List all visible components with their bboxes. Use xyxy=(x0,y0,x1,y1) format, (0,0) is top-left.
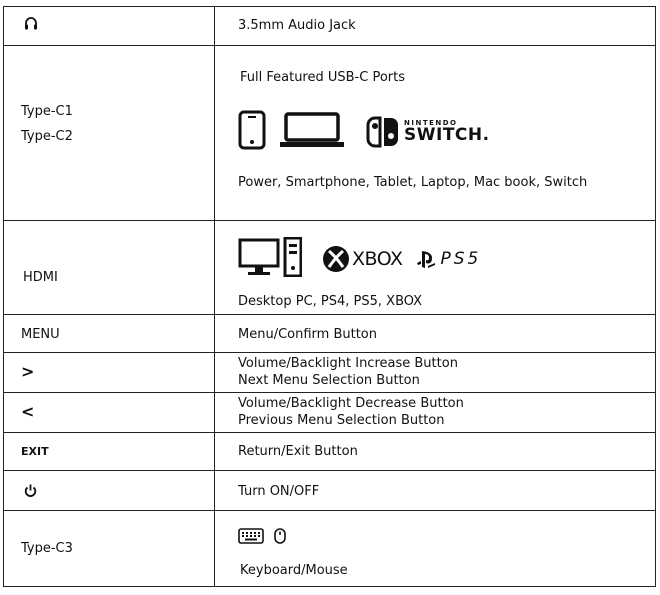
increase-desc-line2: Next Menu Selection Button xyxy=(238,373,420,388)
switch-logo-line2: SWITCH. xyxy=(404,125,490,145)
ps5-text: PS5 xyxy=(440,249,482,269)
usbc-device-icons xyxy=(238,112,490,152)
power-icon xyxy=(24,484,37,502)
mouse-icon xyxy=(274,528,286,548)
decrease-desc-line2: Previous Menu Selection Button xyxy=(238,413,445,428)
nintendo-switch-logo xyxy=(366,115,490,149)
table-row xyxy=(4,353,655,393)
table-row xyxy=(4,315,655,353)
table-row xyxy=(4,433,655,471)
laptop-icon xyxy=(280,112,344,152)
table-row xyxy=(4,7,655,46)
type-c3-desc: Keyboard/Mouse xyxy=(240,563,348,578)
port-type-c3: Type-C3 xyxy=(21,541,73,556)
exit-desc: Return/Exit Button xyxy=(238,444,358,459)
port-type-c2: Type-C2 xyxy=(21,129,73,144)
increase-button-symbol: > xyxy=(21,362,35,381)
type-c3-device-icons xyxy=(238,528,286,548)
port-hdmi: HDMI xyxy=(23,270,58,285)
table-row xyxy=(4,511,655,586)
table-row xyxy=(4,393,655,433)
audio-jack-desc: 3.5mm Audio Jack xyxy=(238,18,356,33)
power-desc: Turn ON/OFF xyxy=(238,484,320,499)
table-row xyxy=(4,221,655,315)
usbc-title: Full Featured USB-C Ports xyxy=(240,70,406,85)
ps5-logo xyxy=(416,249,481,269)
xbox-text: XBOX xyxy=(352,248,403,270)
menu-desc: Menu/Confirm Button xyxy=(238,327,377,342)
xbox-logo xyxy=(322,245,402,273)
keyboard-icon xyxy=(238,528,264,548)
desktop-pc-icon xyxy=(238,237,302,281)
table-row xyxy=(4,471,655,511)
table-row xyxy=(4,46,655,221)
switch-logo-line1: NINTENDO xyxy=(404,119,458,127)
port-type-c1: Type-C1 xyxy=(21,104,73,119)
decrease-button-symbol: < xyxy=(21,402,35,421)
port-exit: EXIT xyxy=(21,445,49,458)
usbc-desc: Power, Smartphone, Tablet, Laptop, Mac book, Switch xyxy=(238,175,587,190)
hdmi-device-icons xyxy=(238,238,481,280)
decrease-desc-line1: Volume/Backlight Decrease Button xyxy=(238,396,464,411)
smartphone-icon xyxy=(238,110,266,154)
headphones-icon xyxy=(24,17,38,35)
port-menu: MENU xyxy=(21,327,60,342)
ports-table xyxy=(3,6,656,587)
increase-desc-line1: Volume/Backlight Increase Button xyxy=(238,356,458,371)
hdmi-desc: Desktop PC, PS4, PS5, XBOX xyxy=(238,294,423,309)
